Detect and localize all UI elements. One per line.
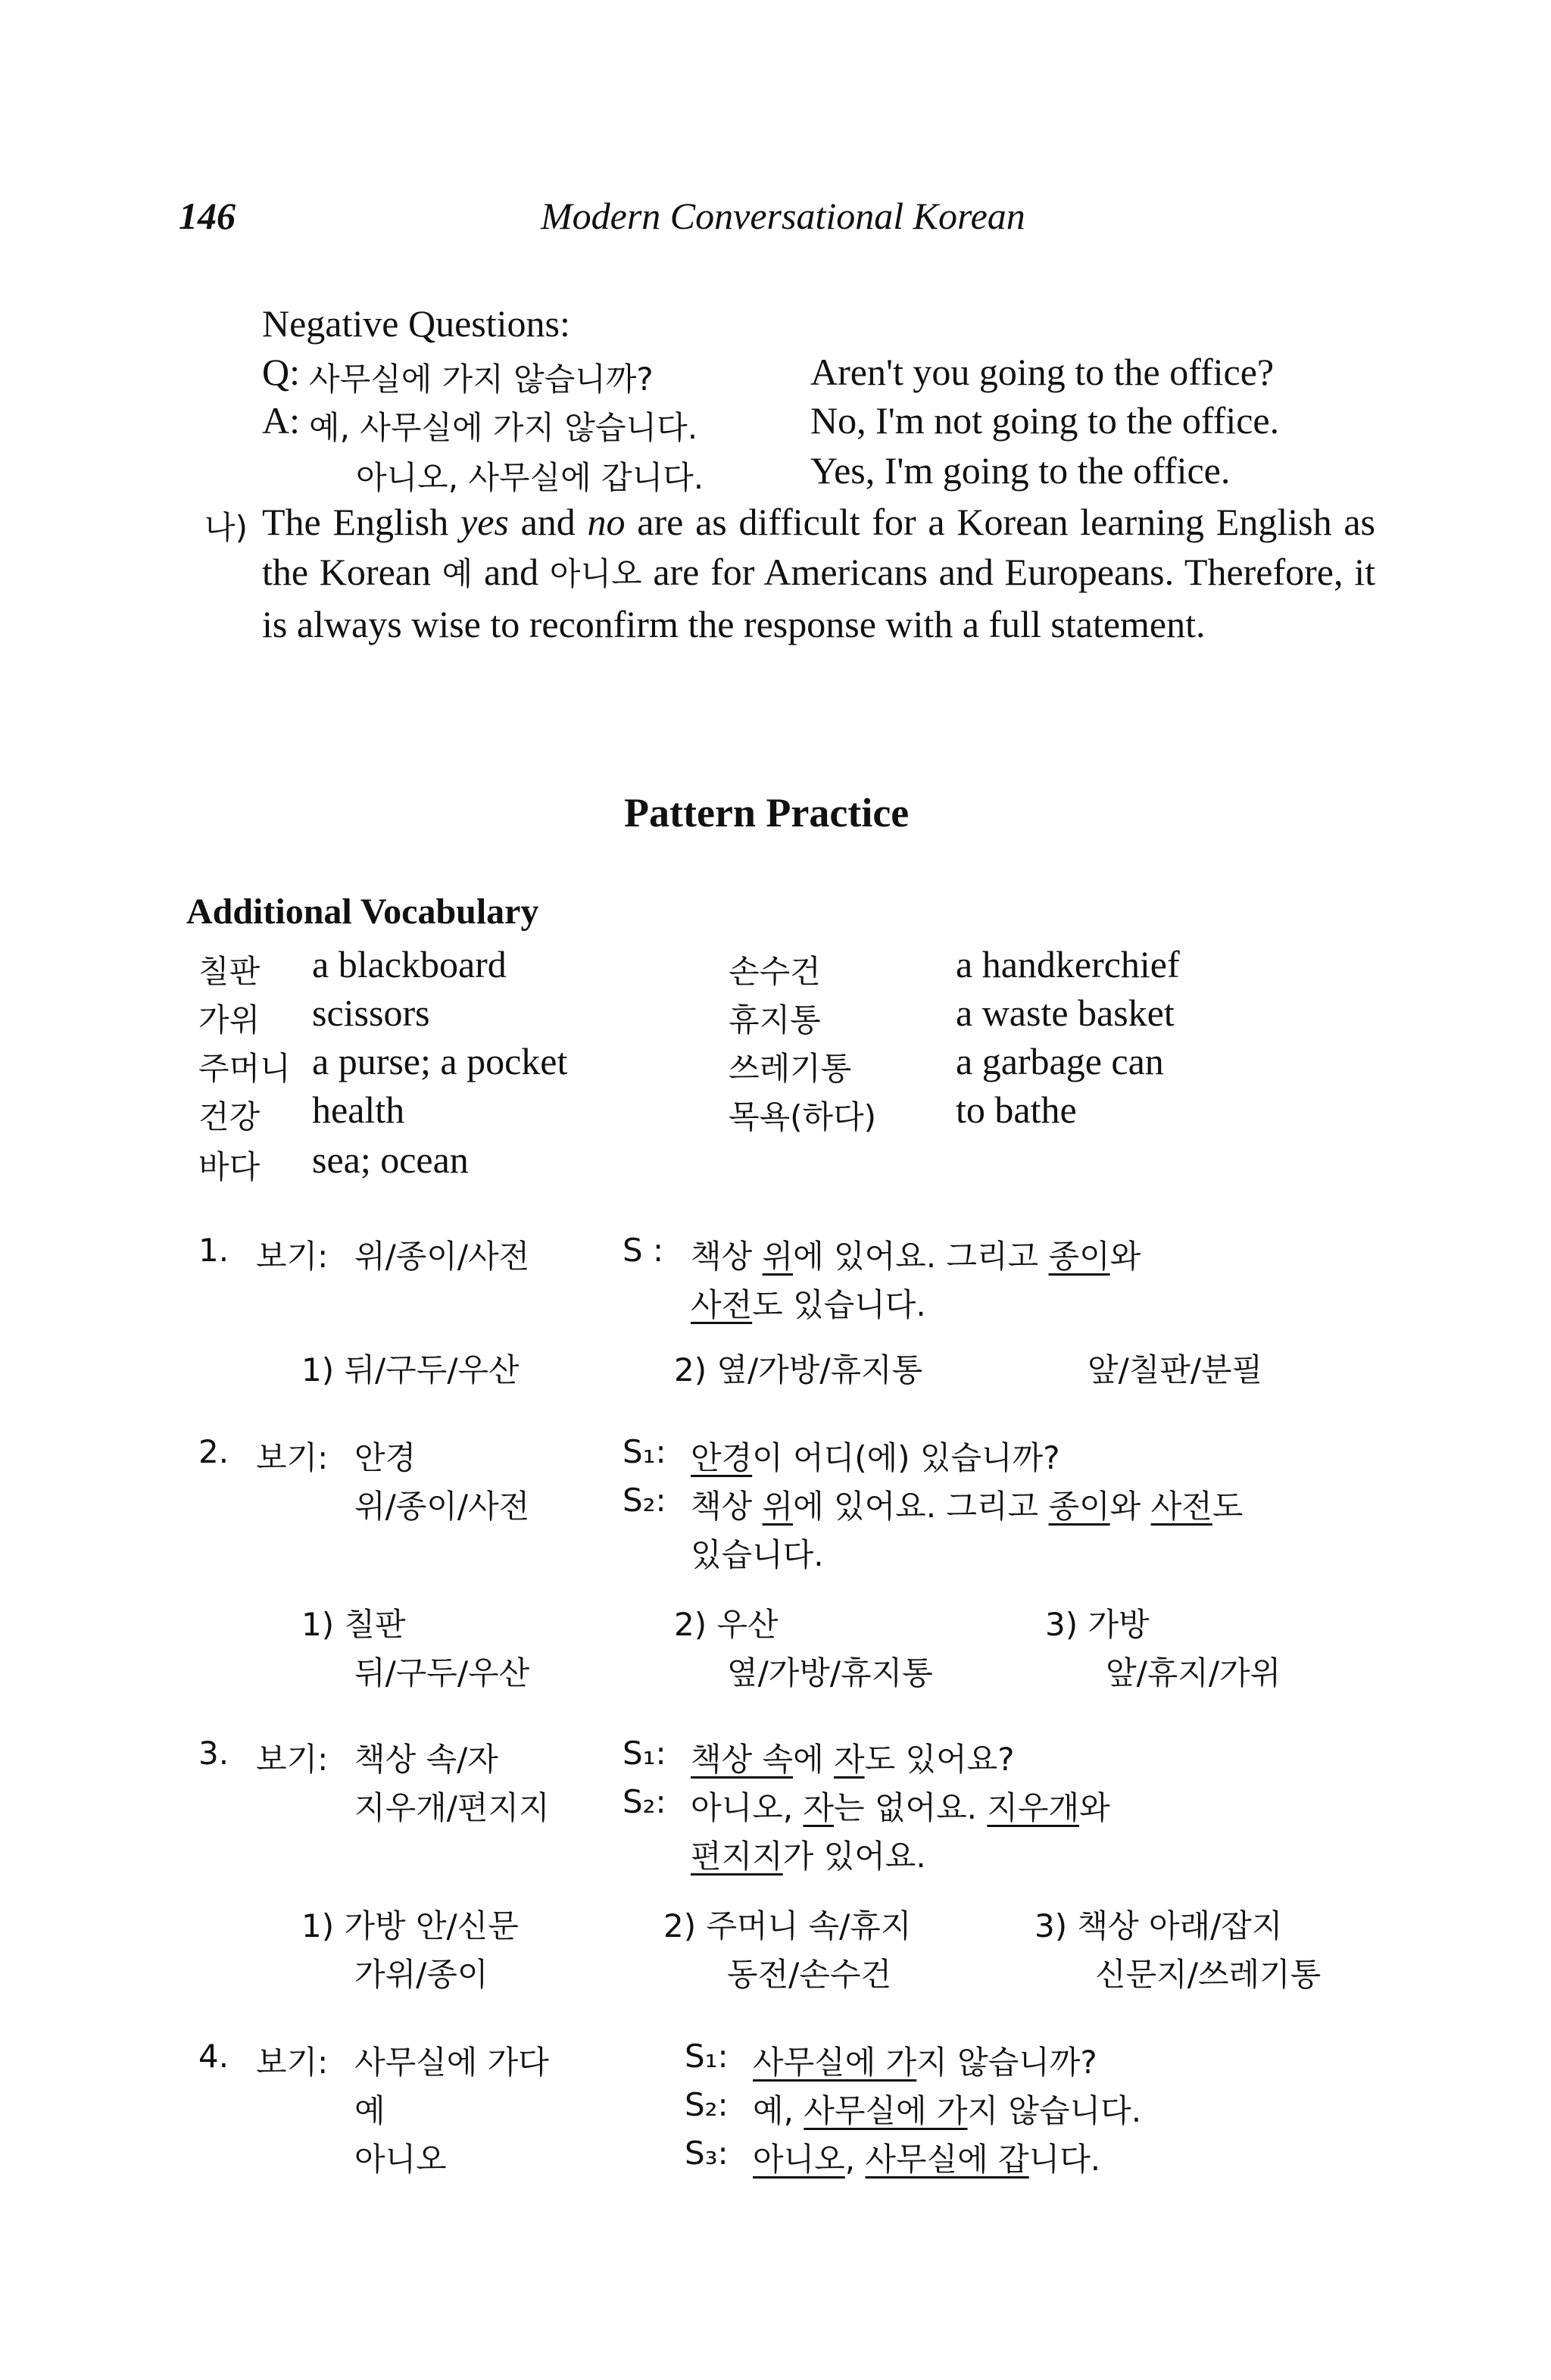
vocab-ko: 가위	[198, 1001, 261, 1039]
text: 와	[1079, 1789, 1110, 1826]
vocab-ko: 바다	[198, 1148, 261, 1185]
underlined: 편지지	[691, 1838, 783, 1875]
exercise-number: 4.	[198, 2038, 229, 2075]
a-label: A:	[262, 399, 300, 442]
q-english: Aren't you going to the office?	[810, 351, 1275, 393]
note-yes: yes	[460, 501, 509, 543]
item-3: 3) 가방	[1045, 1606, 1150, 1643]
s-label: S :	[623, 1232, 664, 1269]
item-2: 2) 옆/가방/휴지통	[674, 1351, 923, 1388]
s2-label: S₂:	[685, 2086, 729, 2123]
bogi-label: 보기:	[256, 2044, 329, 2081]
q-label: Q:	[262, 351, 300, 393]
a2-english: Yes, I'm going to the office.	[810, 449, 1231, 492]
note-text-5: are for Americans and Europeans. Therefore, it is always wise to reconfirm the response with a full statement.	[262, 551, 1375, 645]
bogi-label: 보기:	[256, 1439, 329, 1476]
note-ye: 예	[442, 555, 473, 592]
underlined: 위	[762, 1488, 794, 1525]
s2-label: S₂:	[623, 1482, 666, 1519]
response-s2	[753, 2086, 1141, 2132]
vocab-ko: 목욕(하다)	[729, 1098, 877, 1135]
response-line-2	[691, 1280, 926, 1326]
text: 에 있어요. 그리고	[793, 1488, 1049, 1525]
item-1: 1) 뒤/구두/우산	[301, 1351, 520, 1388]
q-korean: 사무실에 가지 않습니까?	[309, 361, 654, 398]
text: 도 있어요?	[864, 1741, 1015, 1778]
s3-label: S₃:	[685, 2135, 729, 2172]
response-s1	[691, 1433, 1060, 1479]
vocab-ko: 건강	[198, 1098, 261, 1135]
vocab-ko: 주머니	[198, 1050, 291, 1087]
note-text-4: and	[473, 551, 550, 593]
item-2-detail: 동전/손수건	[727, 1956, 892, 1993]
text: 도	[1212, 1488, 1244, 1525]
note-text-3: are as difficult for a Korean learning English as the Korean	[262, 501, 1375, 593]
vocab-ko: 칠판	[198, 953, 261, 990]
note-paragraph	[262, 497, 1375, 649]
underlined: 사무실에 가	[753, 2044, 917, 2081]
a2-korean: 아니오, 사무실에 갑니다.	[356, 459, 704, 496]
prompt: 위/종이/사전	[354, 1238, 530, 1275]
underlined: 자	[803, 1789, 834, 1826]
negative-questions-heading: Negative Questions:	[262, 302, 570, 345]
underlined: 사전	[1150, 1488, 1212, 1525]
exercise-number: 2.	[198, 1433, 229, 1470]
response-s1	[753, 2038, 1097, 2083]
s1-label: S₁:	[623, 1433, 666, 1470]
text: 도 있습니다.	[752, 1286, 926, 1323]
vocab-en: to bathe	[956, 1088, 1077, 1131]
exercise-number: 1.	[198, 1232, 229, 1269]
underlined: 지우개	[987, 1789, 1080, 1826]
text: ,	[844, 2141, 866, 2178]
note-text-2: and	[508, 501, 588, 543]
note-anio: 아니오	[549, 555, 642, 592]
text: 에	[793, 1741, 835, 1778]
note-marker: 나)	[204, 509, 248, 546]
underlined: 책상 속	[691, 1741, 794, 1778]
text: 지 않습니다.	[967, 2092, 1142, 2129]
text: 에 있어요. 그리고	[793, 1238, 1049, 1275]
text: 와	[1109, 1238, 1141, 1275]
underlined: 위	[762, 1238, 794, 1275]
prompt: 아니오	[354, 2141, 447, 2178]
s1-label: S₁:	[685, 2038, 729, 2075]
item-1: 1) 가방 안/신문	[301, 1907, 519, 1944]
item-3: 앞/칠판/분필	[1088, 1351, 1263, 1388]
pattern-practice-title: Pattern Practice	[624, 790, 910, 835]
item-1: 1) 칠판	[301, 1606, 406, 1643]
text: 예,	[753, 2092, 804, 2129]
prompt: 지우개/편지지	[354, 1789, 550, 1826]
page-number: 146	[179, 195, 236, 237]
text: 아니오,	[691, 1789, 804, 1826]
prompt: 안경	[354, 1439, 417, 1476]
running-title: Modern Conversational Korean	[541, 195, 1025, 237]
response-s2-cont: 있습니다.	[691, 1536, 824, 1573]
a1-korean: 예, 사무실에 가지 않습니다.	[309, 409, 698, 446]
vocab-en: a purse; a pocket	[312, 1040, 568, 1082]
text: 와	[1109, 1488, 1151, 1525]
prompt: 사무실에 가다	[354, 2044, 549, 2081]
vocab-heading: Additional Vocabulary	[186, 892, 539, 932]
text: 이 어디(에) 있습니까?	[752, 1439, 1060, 1476]
item-1-detail: 가위/종이	[354, 1956, 488, 1993]
s1-label: S₁:	[623, 1735, 666, 1772]
item-2: 2) 우산	[674, 1606, 779, 1643]
item-3-detail: 신문지/쓰레기통	[1095, 1956, 1322, 1993]
response-s2	[691, 1783, 1110, 1829]
bogi-label: 보기:	[256, 1238, 329, 1275]
prompt: 위/종이/사전	[354, 1488, 530, 1525]
item-2-detail: 옆/가방/휴지통	[727, 1654, 933, 1691]
exercise-number: 3.	[198, 1735, 229, 1772]
vocab-ko: 휴지통	[729, 1001, 821, 1039]
vocab-ko: 쓰레기통	[729, 1050, 852, 1087]
vocab-en: a waste basket	[956, 992, 1175, 1034]
response-s2-cont	[691, 1832, 926, 1877]
text: 는 없어요.	[834, 1789, 988, 1826]
vocab-en: a handkerchief	[956, 943, 1180, 985]
underlined: 사무실에 가	[804, 2092, 968, 2129]
underlined: 사전	[691, 1286, 753, 1323]
vocab-en: a garbage can	[956, 1040, 1164, 1082]
response-s3	[753, 2135, 1100, 2180]
s2-label: S₂:	[623, 1783, 666, 1820]
bogi-label: 보기:	[256, 1741, 329, 1778]
underlined: 안경	[691, 1439, 753, 1476]
prompt: 예	[354, 2092, 385, 2129]
text: 책상	[691, 1488, 763, 1525]
vocab-ko: 손수건	[729, 953, 821, 990]
response-s1	[691, 1735, 1015, 1780]
vocab-en: scissors	[312, 992, 430, 1034]
text: 책상	[691, 1238, 763, 1275]
note-no: no	[587, 501, 626, 543]
vocab-en: sea; ocean	[312, 1138, 469, 1181]
underlined: 종이	[1048, 1238, 1110, 1275]
text: 니다.	[1028, 2141, 1101, 2178]
underlined: 자	[834, 1741, 865, 1778]
vocab-en: health	[312, 1088, 405, 1131]
response-line-1	[691, 1232, 1141, 1277]
prompt: 책상 속/자	[354, 1741, 498, 1778]
note-text-1: The English	[262, 501, 461, 543]
item-3: 3) 책상 아래/잡지	[1035, 1907, 1283, 1944]
item-1-detail: 뒤/구두/우산	[354, 1654, 530, 1691]
underlined: 종이	[1048, 1488, 1110, 1525]
underlined: 사무실에 갑	[865, 2141, 1029, 2178]
underlined: 아니오	[753, 2141, 845, 2178]
text: 가 있어요.	[782, 1838, 926, 1875]
a1-english: No, I'm not going to the office.	[810, 399, 1280, 442]
response-s2	[691, 1482, 1243, 1527]
vocab-en: a blackboard	[312, 943, 507, 985]
item-2: 2) 주머니 속/휴지	[663, 1907, 912, 1944]
item-3-detail: 앞/휴지/가위	[1106, 1654, 1281, 1691]
text: 지 않습니까?	[916, 2044, 1097, 2081]
